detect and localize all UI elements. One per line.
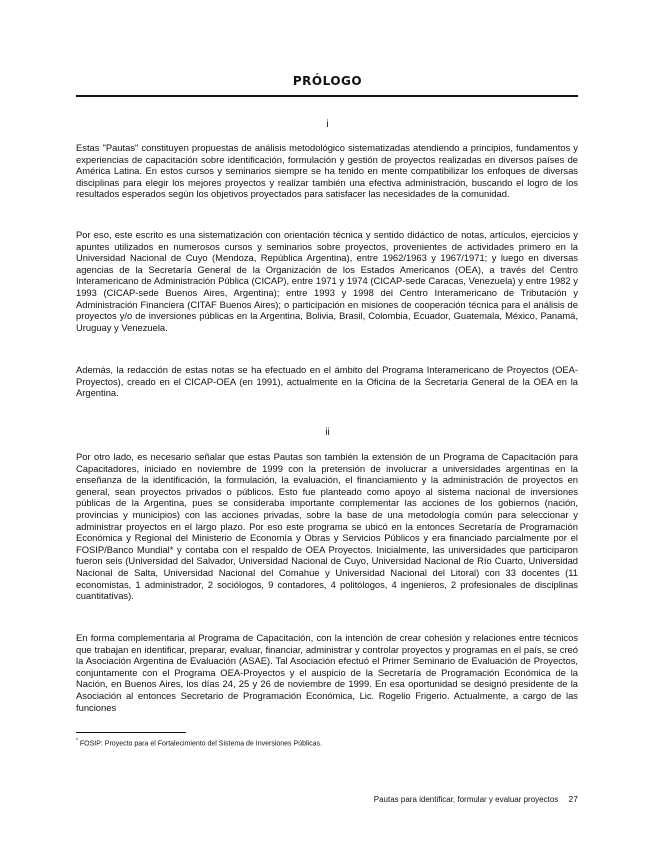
paragraph-1: Estas "Pautas" constituyen propuestas de análisis metodológico sistematizadas atendiendo a principios, fundamentos y experiencias de capacitación sobre identificación, formulación y gestión de proyectos realizadas en diversos países de América Latina. En estos cursos y seminarios siempre se ha tenido en mente compatibilizar los enfoques de diversas disciplinas para elegir los mejores proyectos y realizar también una efectiva administración, buscando el logro de los resultados esperados según los objetivos proyectados para satisfacer las necesidades de la comunidad.: [76, 142, 578, 200]
section-numeral-ii: ii: [325, 427, 330, 438]
paragraph-3: Además, la redacción de estas notas se ha efectuado en el ámbito del Programa Interamericano de Proyectos (OEA-Proyectos), creado en el CICAP-OEA (en 1991), actualmente en la Oficina de la Secretaría General de la OEA en la Argentina.: [76, 364, 578, 399]
footnote-rule: [76, 732, 186, 733]
paragraph-5: En forma complementaria al Programa de Capacitación, con la intención de crear cohesión y relaciones entre técnicos que trabajan en identificar, preparar, evaluar, financiar, administrar y controlar proyectos y programas en el país, se creó la Asociación Argentina de Evaluación (ASAE). Tal Asociación efectuó el Primer Seminario de Evaluación de Proyectos, conjuntamente con el Programa OEA-Proyectos y el auspicio de la Secretaría de Programación Económica de la Nación, en Buenos Aires, los días 24, 25 y 26 de noviembre de 1999. En esa oportunidad se designó presidente de la Asociación al entonces Secretario de Programación Económica, Lic. Rogelio Frigerio. Actualmente, a cargo de las funciones: [76, 632, 578, 713]
title-rule: [76, 95, 578, 97]
page-footer: [374, 794, 578, 804]
page-number: 27: [568, 794, 578, 804]
footnote-text: FOSIP: Proyecto para el Fortalecimiento del Sistema de Inversiones Públicas.: [79, 740, 322, 748]
page-title: PRÓLOGO: [292, 74, 363, 88]
paragraph-4: Por otro lado, es necesario señalar que estas Pautas son también la extensión de un Programa de Capacitación para Capacitadores, iniciado en noviembre de 1999 con la pretensión de involucrar a universidades argentinas en la enseñanza de la identificación, la formulación, la evaluación, el financiamiento y la administración de proyectos en general, sean proyectos privados o públicos. Esto fue planteado como apoyo al sistema nacional de inversiones públicas de la Argentina, pues se consideraba importante complementar las acciones de los gobiernos (nación, provincias y municipios) con las acciones privadas, sobre la base de una metodología común para seleccionar y administrar proyectos en el largo plazo. Por eso este programa se ubicó en la entonces Secretaría de Programación Económica y Regional del Ministerio de Economía y Obras y Servicios Públicos y era financiado parcialmente por el FOSIP/Banco Mundial* y contaba con el respaldo de OEA Proyectos. Inicialmente, las universidades que participaron fueron seis (Universidad del Salvador, Universidad Nacional de Cuyo, Universidad Nacional de Río Cuarto, Universidad Nacional de Salta, Universidad Nacional del Comahue y Universidad Nacional del Litoral) con 33 docentes (11 economistas, 1 administrador, 2 sociólogos, 9 contadores, 4 politólogos, 4 ingenieros, 2 profesionales de disciplinas cuantitativas).: [76, 451, 578, 602]
section-numeral-i: i: [326, 119, 329, 130]
footnote: [76, 737, 578, 748]
paragraph-2: Por eso, este escrito es una sistematización con orientación técnica y sentido didáctico de notas, artículos, ejercicios y apuntes utilizados en numerosos cursos y seminarios sobre proyectos, provenientes de actividades primero en la Universidad Nacional de Cuyo (Mendoza, República Argentina), entre 1962/1963 y 1967/1971; y luego en diversas agencias de la Secretaría General de la Organización de los Estados Americanos (OEA), a través del Centro Interamericano de Administración Pública (CICAP), entre 1971 y 1974 (CICAP-sede Caracas, Venezuela) y entre 1982 y 1993 (CICAP-sede Buenos Aires, Argentina); entre 1993 y 1998 del Centro Interamericano de Tributación y Administración Financiera (CITAF Buenos Aires); o participación en misiones de cooperación técnica para el análisis de proyectos y/o de inversiones públicas en la Argentina, Bolivia, Brasil, Colombia, Ecuador, Guatemala, México, Panamá, Uruguay y Venezuela.: [76, 229, 578, 333]
running-title: Pautas para identificar, formular y evaluar proyectos: [373, 795, 559, 804]
footnote-marker: *: [76, 738, 78, 744]
